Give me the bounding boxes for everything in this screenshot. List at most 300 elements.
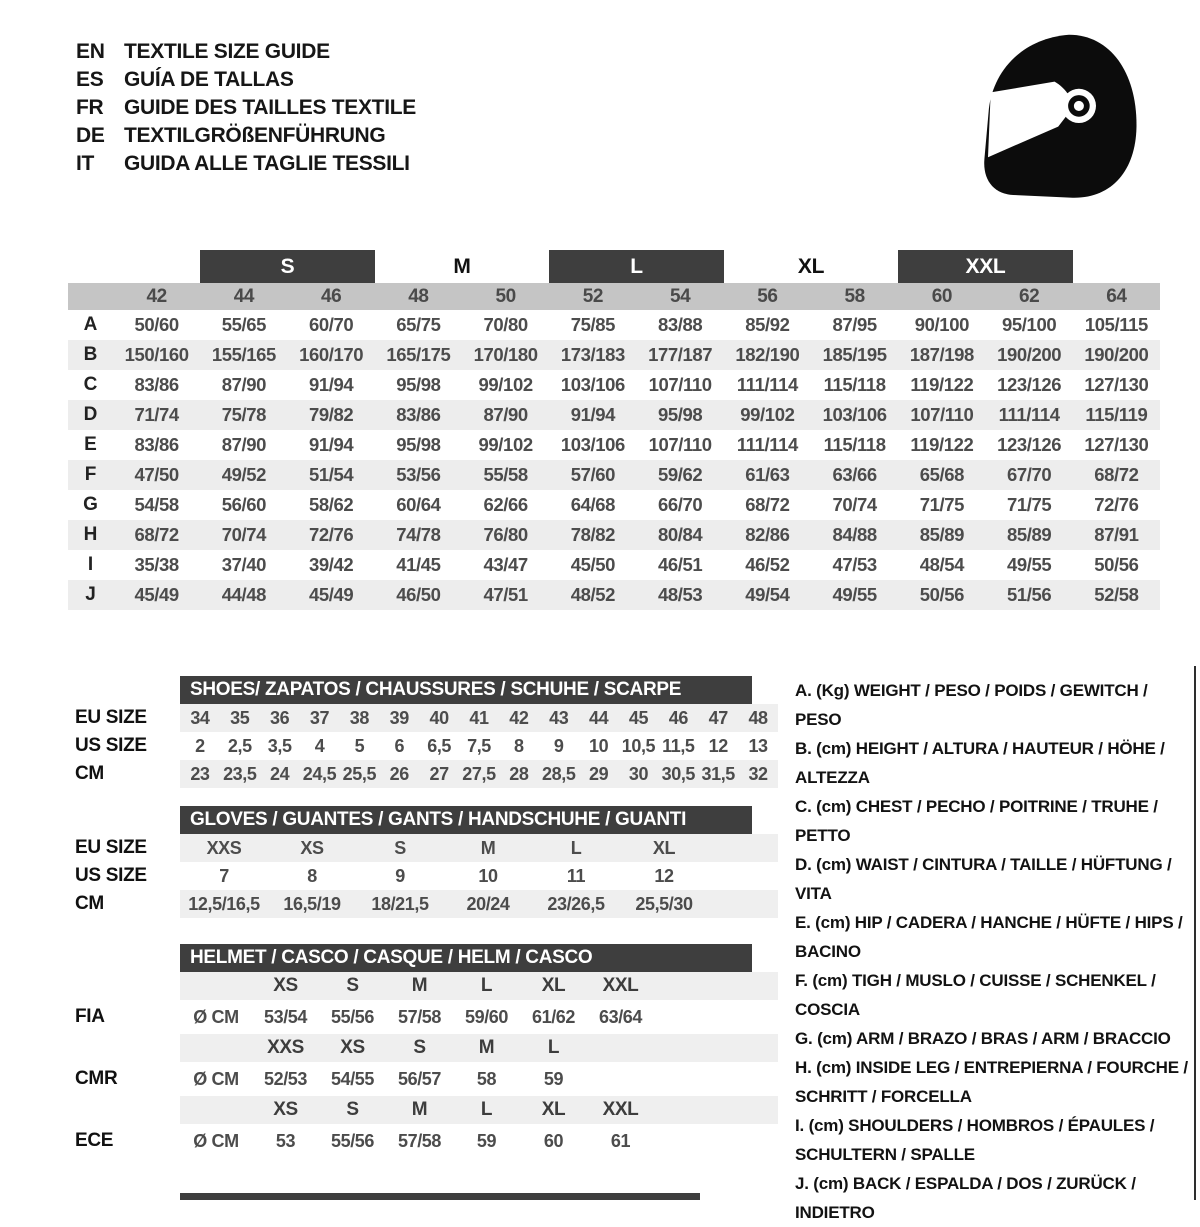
size-value-cell: 62/66: [483, 494, 528, 515]
size-value-cell: 155/165: [211, 344, 276, 365]
value-cell: 10,5: [621, 735, 656, 756]
value-cell: 42: [509, 707, 529, 728]
size-value-cell: 46/51: [657, 554, 703, 575]
legend-item: H. (cm) INSIDE LEG / ENTREPIERNA / FOURCHE / SCHRITT / FORCELLA: [795, 1058, 1188, 1106]
size-value-cell: 50/56: [1094, 554, 1139, 575]
size-value-cell: 115/119: [1085, 404, 1148, 425]
numeric-size-label: 48: [408, 285, 429, 307]
size-value-cell: 41/45: [396, 554, 441, 575]
size-value-cell: 46/52: [745, 554, 790, 575]
value-cell: 11,5: [662, 735, 695, 756]
row-label: US SIZE: [75, 865, 147, 886]
value-cell: 24,5: [302, 763, 337, 784]
value-cell: S: [394, 837, 406, 858]
row-letter: F: [84, 464, 97, 485]
size-value-cell: 90/100: [914, 314, 969, 335]
size-value-cell: 64/68: [570, 494, 616, 515]
lang-title: TEXTILGRÖßENFÜHRUNG: [124, 124, 386, 147]
row-label: EU SIZE: [75, 707, 147, 728]
value-cell: 20/24: [466, 893, 510, 914]
size-group-row: [68, 250, 1160, 283]
numeric-size-label: 56: [757, 285, 778, 307]
racing-helmet-icon: [968, 24, 1152, 204]
helmet-value-cell: 57/58: [397, 1006, 442, 1027]
numeric-size-label: 44: [233, 285, 255, 307]
size-value-cell: 115/118: [823, 434, 886, 455]
size-value-cell: 165/175: [386, 344, 451, 365]
shoes-values: [180, 704, 778, 732]
size-value-cell: 60/64: [396, 494, 441, 515]
gloves-values: [180, 890, 778, 918]
helmet-size-label: XS: [340, 1037, 365, 1058]
value-cell: 7: [219, 865, 229, 886]
size-group-xxl: XXL: [898, 250, 1073, 283]
size-value-cell: 76/80: [483, 524, 528, 545]
value-cell: 13: [748, 735, 768, 756]
size-value-cell: 45/50: [570, 554, 616, 575]
value-cell: 40: [429, 707, 449, 728]
value-cell: 26: [389, 763, 409, 784]
size-value-cell: 50/60: [134, 314, 179, 335]
size-value-cell: 95/100: [1002, 314, 1057, 335]
measure-row-d: [68, 400, 1160, 430]
size-group-xl: XL: [797, 254, 825, 278]
helmet-value-cell: 56/57: [397, 1068, 442, 1089]
numeric-size-label: 50: [495, 285, 516, 307]
numeric-size-label: 58: [844, 285, 865, 307]
legend-item: J. (cm) BACK / ESPALDA / DOS / ZURÜCK / INDIETRO: [795, 1174, 1136, 1222]
helmet-value-cell: 60: [543, 1130, 564, 1151]
measure-row-g: [68, 490, 1160, 520]
value-cell: 47: [708, 707, 728, 728]
value-cell: 30: [628, 763, 649, 784]
lang-code: FR: [76, 96, 104, 119]
measure-row-i: [68, 550, 1160, 580]
helmet-size-label: XL: [541, 975, 566, 996]
helmet-size-label: L: [547, 1037, 560, 1058]
size-value-cell: 70/74: [221, 524, 267, 545]
size-value-cell: 37/40: [221, 554, 267, 575]
helmet-size-label: XS: [273, 975, 298, 996]
value-cell: 30,5: [661, 763, 696, 784]
gloves-table: [75, 806, 778, 918]
measure-row-j: [68, 580, 1160, 610]
helmet-rows: [75, 972, 778, 1158]
shoes-table: [75, 676, 778, 788]
numeric-size-label: 64: [1106, 285, 1127, 307]
value-cell: 12: [654, 865, 674, 886]
size-value-cell: 111/114: [736, 434, 798, 455]
size-value-cell: 123/126: [997, 434, 1062, 455]
size-value-cell: 95/98: [396, 434, 441, 455]
helmet-value-cell: 57/58: [397, 1130, 442, 1151]
lang-code: IT: [76, 152, 95, 175]
size-value-cell: 87/95: [832, 314, 877, 335]
size-value-cell: 70/74: [832, 494, 877, 515]
language-title-block: [76, 38, 416, 178]
value-cell: 10: [588, 735, 609, 756]
unit-spacer: [180, 972, 252, 1000]
helmet-size-labels: [180, 1096, 778, 1124]
measure-row-f: [68, 460, 1160, 490]
size-value-cell: 49/55: [832, 584, 877, 605]
shoes-row-us-size: [75, 732, 778, 760]
size-value-cell: 58/62: [308, 494, 354, 515]
size-value-cell: 107/110: [910, 404, 974, 425]
size-value-cell: 48/54: [919, 554, 965, 575]
size-value-cell: 47/51: [483, 584, 528, 605]
size-group-s: S: [200, 250, 375, 283]
size-value-cell: 115/118: [823, 374, 886, 395]
measure-row-b: [68, 340, 1160, 370]
right-edge-line: [1194, 666, 1196, 1200]
size-value-cell: 71/75: [1006, 494, 1052, 515]
gloves-row-eu-size: [75, 834, 778, 862]
size-value-cell: 87/90: [221, 374, 267, 395]
value-cell: XL: [652, 837, 676, 858]
shoes-row-cm: [75, 760, 778, 788]
size-value-cell: 72/76: [308, 524, 354, 545]
lang-title: GUÍA DE TALLAS: [124, 68, 294, 91]
row-letter: D: [83, 404, 98, 425]
row-label: EU SIZE: [75, 837, 147, 858]
unit-spacer: [180, 1096, 252, 1124]
shoes-header-bar: SHOES/ ZAPATOS / CHAUSSURES / SCHUHE / SCARPE: [180, 676, 752, 704]
unit-label: Ø CM: [193, 1130, 239, 1151]
row-label: US SIZE: [75, 735, 147, 756]
size-value-cell: 85/89: [919, 524, 965, 545]
size-value-cell: 45/49: [134, 584, 179, 605]
size-value-cell: 39/42: [308, 554, 354, 575]
helmet-values-row-fia: [75, 1000, 778, 1034]
value-cell: 44: [588, 707, 609, 728]
value-cell: 6,5: [427, 735, 452, 756]
size-value-cell: 50/56: [919, 584, 965, 605]
size-value-cell: 84/88: [832, 524, 877, 545]
value-cell: 18/21,5: [371, 893, 429, 914]
size-value-cell: 119/122: [910, 374, 974, 395]
size-value-cell: 68/72: [134, 524, 179, 545]
helmet-size-label: XXL: [602, 1099, 639, 1120]
size-value-cell: 87/90: [483, 404, 528, 425]
helmet-size-label: XL: [541, 1099, 566, 1120]
title-es: [76, 66, 416, 94]
value-cell: M: [480, 837, 496, 858]
gloves-rows: [75, 834, 778, 918]
helmet-value-cell: [587, 1062, 654, 1096]
numeric-size-label: 54: [669, 285, 691, 307]
helmet-sizes-row-cmr: [75, 1034, 778, 1062]
size-value-cell: 111/114: [998, 404, 1060, 425]
gloves-header-bar: GLOVES / GUANTES / GANTS / HANDSCHUHE / GUANTI: [180, 806, 752, 834]
row-letter: J: [85, 584, 96, 605]
gloves-values: [180, 862, 778, 890]
size-value-cell: 99/102: [740, 404, 795, 425]
value-cell: 6: [394, 735, 405, 756]
size-value-cell: 82/86: [745, 524, 790, 545]
size-value-cell: 185/195: [822, 344, 887, 365]
value-cell: XXS: [206, 837, 242, 858]
row-letter: I: [87, 554, 94, 575]
size-value-cell: 187/198: [909, 344, 974, 365]
size-value-cell: 119/122: [910, 434, 974, 455]
row-letter: A: [83, 314, 98, 335]
title-it: [76, 150, 416, 178]
size-value-cell: 63/66: [832, 464, 877, 485]
size-value-cell: 68/72: [1094, 464, 1139, 485]
lang-code: ES: [76, 68, 104, 91]
measure-row-c: [68, 370, 1160, 400]
helmet-size-label: [587, 1034, 654, 1062]
legend-item: G. (cm) ARM / BRAZO / BRAS / ARM / BRACCIO: [795, 1029, 1171, 1048]
value-cell: 39: [389, 707, 409, 728]
size-value-cell: 79/82: [308, 404, 354, 425]
size-value-cell: 87/90: [221, 434, 267, 455]
row-letter: B: [83, 344, 98, 365]
helmet-size-label: L: [480, 975, 493, 996]
helmet-value-cell: 59/60: [464, 1006, 509, 1027]
row-label: CM: [75, 893, 104, 914]
helmet-size-label: XS: [273, 1099, 298, 1120]
legend-item: C. (cm) CHEST / PECHO / POITRINE / TRUHE / PETTO: [795, 797, 1158, 845]
value-cell: 16,5/19: [283, 893, 341, 914]
size-value-cell: 54/58: [134, 494, 179, 515]
value-cell: 3,5: [267, 735, 292, 756]
measure-row-e: [68, 430, 1160, 460]
size-value-cell: 51/54: [308, 464, 354, 485]
value-cell: 23,5: [223, 763, 257, 784]
value-cell: 43: [549, 707, 569, 728]
standard-label: CMR: [75, 1068, 118, 1089]
value-cell: 41: [469, 707, 489, 728]
size-value-cell: 190/200: [1084, 344, 1149, 365]
helmet-value-cell: 54/55: [330, 1068, 375, 1089]
size-value-cell: 87/91: [1094, 524, 1139, 545]
legend-item: I. (cm) SHOULDERS / HOMBROS / ÉPAULES / SCHULTERN / SPALLE: [795, 1116, 1155, 1164]
row-letter: E: [84, 434, 97, 455]
title-de: [76, 122, 416, 150]
size-value-cell: 49/52: [221, 464, 267, 485]
unit-spacer: [180, 1034, 252, 1062]
size-value-cell: 74/78: [396, 524, 441, 545]
numeric-size-label: 60: [931, 285, 953, 307]
size-value-cell: 56/60: [221, 494, 267, 515]
size-value-cell: 48/52: [570, 584, 616, 605]
value-cell: 12: [708, 735, 728, 756]
size-value-cell: 46/50: [396, 584, 441, 605]
helmet-sizes-row-ece: [75, 1096, 778, 1124]
numeric-band-spacer: [68, 283, 113, 310]
size-value-cell: 83/88: [657, 314, 703, 335]
measure-row-a: [68, 310, 1160, 340]
gloves-row-cm: [75, 890, 778, 918]
size-value-cell: 59/62: [657, 464, 703, 485]
size-value-cell: 107/110: [648, 434, 712, 455]
value-cell: XS: [300, 837, 324, 858]
size-value-cell: 47/53: [832, 554, 877, 575]
size-value-cell: 67/70: [1006, 464, 1052, 485]
size-value-cell: 60/70: [308, 314, 354, 335]
size-value-cell: 95/98: [396, 374, 441, 395]
row-label: CM: [75, 763, 104, 784]
racing-helmet-svg: [968, 24, 1152, 204]
size-value-cell: 35/38: [134, 554, 179, 575]
size-value-cell: 53/56: [396, 464, 441, 485]
helmet-value-cell: 61: [610, 1130, 631, 1151]
value-cell: 4: [314, 735, 325, 756]
helmet-header-bar: HELMET / CASCO / CASQUE / HELM / CASCO: [180, 944, 752, 972]
size-value-cell: 70/80: [483, 314, 528, 335]
size-value-cell: 103/106: [560, 374, 625, 395]
value-cell: 48: [748, 707, 768, 728]
measure-row-h: [68, 520, 1160, 550]
numeric-size-band: [68, 283, 1160, 310]
value-cell: 46: [668, 707, 688, 728]
size-value-cell: 43/47: [483, 554, 528, 575]
value-cell: 32: [748, 763, 768, 784]
value-cell: 29: [588, 763, 609, 784]
size-value-cell: 170/180: [473, 344, 538, 365]
value-cell: 12,5/16,5: [188, 893, 260, 914]
size-value-cell: 83/86: [396, 404, 441, 425]
helmet-size-label: XXS: [267, 1037, 304, 1058]
value-cell: 10: [478, 865, 498, 886]
size-group-m: M: [453, 254, 471, 278]
helmet-sizes-row-fia: [75, 972, 778, 1000]
row-letter: C: [83, 374, 98, 395]
bottom-cropped-bar: [180, 1193, 700, 1200]
size-value-cell: 160/170: [299, 344, 364, 365]
helmet-value-cell: 59: [476, 1130, 497, 1151]
size-value-cell: 105/115: [1084, 314, 1148, 335]
size-value-cell: 150/160: [124, 344, 189, 365]
size-value-cell: 91/94: [308, 434, 354, 455]
value-cell: 38: [349, 707, 369, 728]
value-cell: 27,5: [462, 763, 496, 784]
lang-code: EN: [76, 40, 105, 63]
helmet-size-label: XXL: [602, 975, 639, 996]
helmet-size-label: M: [411, 1099, 428, 1120]
standard-label: FIA: [75, 1006, 105, 1027]
size-value-cell: 190/200: [997, 344, 1062, 365]
size-value-cell: 99/102: [478, 374, 533, 395]
helmet-value-cell: 59: [543, 1068, 564, 1089]
helmet-value-cell: 52/53: [263, 1068, 308, 1089]
unit-label: Ø CM: [193, 1006, 239, 1027]
size-value-cell: 91/94: [308, 374, 354, 395]
helmet-value-cell: 55/56: [330, 1130, 375, 1151]
row-letter: G: [83, 494, 98, 515]
helmet-size-labels: [180, 1034, 778, 1062]
size-value-cell: 55/58: [483, 464, 528, 485]
numeric-size-label: 42: [146, 285, 167, 307]
lang-title: GUIDE DES TAILLES TEXTILE: [124, 96, 416, 119]
size-value-cell: 83/86: [134, 374, 179, 395]
helmet-value-cell: 63/64: [598, 1006, 643, 1027]
numeric-size-label: 52: [582, 285, 604, 307]
shoes-row-eu-size: [75, 704, 778, 732]
size-value-cell: 65/68: [919, 464, 965, 485]
helmet-values-row-ece: [75, 1124, 778, 1158]
size-value-cell: 48/53: [657, 584, 703, 605]
lang-code: DE: [76, 124, 105, 147]
size-value-cell: 78/82: [570, 524, 616, 545]
size-value-cell: 66/70: [657, 494, 703, 515]
value-cell: 25,5/30: [635, 893, 693, 914]
value-cell: L: [570, 837, 582, 858]
value-cell: 23: [190, 763, 210, 784]
shoes-rows: [75, 704, 778, 788]
helmet-value-cell: 58: [476, 1068, 497, 1089]
value-cell: 28,5: [542, 763, 576, 784]
measurement-legend: [795, 676, 1193, 1227]
value-cell: 35: [230, 707, 250, 728]
shoes-values: [180, 732, 778, 760]
size-value-cell: 123/126: [997, 374, 1062, 395]
size-value-cell: 49/54: [745, 584, 790, 605]
size-value-cell: 71/75: [919, 494, 965, 515]
helmet-size-label: S: [346, 1099, 359, 1120]
size-value-cell: 52/58: [1094, 584, 1139, 605]
helmet-size-label: S: [346, 975, 359, 996]
helmet-size-label: L: [480, 1099, 493, 1120]
legend-item: F. (cm) TIGH / MUSLO / CUISSE / SCHENKEL / COSCIA: [795, 971, 1156, 1019]
size-value-cell: 47/50: [134, 464, 179, 485]
helmet-size-labels: [180, 972, 778, 1000]
value-cell: 36: [270, 707, 290, 728]
size-value-cell: 49/55: [1006, 554, 1052, 575]
value-cell: 27: [429, 763, 449, 784]
value-cell: 31,5: [701, 763, 735, 784]
title-fr: [76, 94, 416, 122]
row-label: [75, 1096, 180, 1124]
size-value-cell: 55/65: [221, 314, 267, 335]
unit-label: Ø CM: [193, 1068, 239, 1089]
size-value-cell: 173/183: [560, 344, 625, 365]
gloves-values: [180, 834, 778, 862]
value-cell: 2,5: [227, 735, 252, 756]
legend-item: D. (cm) WAIST / CINTURA / TAILLE / HÜFTUNG / VITA: [795, 855, 1172, 903]
main-size-table: [68, 250, 1160, 610]
helmet-size-label: M: [478, 1037, 495, 1058]
title-en: [76, 38, 416, 66]
size-value-cell: 182/190: [735, 344, 800, 365]
legend-item: B. (cm) HEIGHT / ALTURA / HAUTEUR / HÖHE / ALTEZZA: [795, 739, 1165, 787]
size-value-cell: 75/85: [570, 314, 616, 335]
helmet-size-label: M: [411, 975, 428, 996]
size-value-cell: 57/60: [570, 464, 616, 485]
gloves-row-us-size: [75, 862, 778, 890]
value-cell: 11: [566, 865, 586, 886]
size-value-cell: 71/74: [134, 404, 179, 425]
value-cell: 8: [514, 735, 524, 756]
size-value-cell: 85/92: [745, 314, 790, 335]
size-value-cell: 103/106: [822, 404, 887, 425]
numeric-size-label: 62: [1018, 285, 1040, 307]
value-cell: 45: [628, 707, 649, 728]
measure-rows: [68, 310, 1160, 610]
size-value-cell: 44/48: [221, 584, 267, 605]
legend-item: A. (Kg) WEIGHT / PESO / POIDS / GEWITCH / PESO: [795, 681, 1148, 729]
helmet-values-row-cmr: [75, 1062, 778, 1096]
helmet-values: [180, 1124, 778, 1158]
size-value-cell: 83/86: [134, 434, 179, 455]
size-value-cell: 95/98: [657, 404, 703, 425]
size-value-cell: 45/49: [308, 584, 354, 605]
helmet-values: [180, 1062, 778, 1096]
value-cell: 25,5: [342, 763, 377, 784]
size-value-cell: 85/89: [1006, 524, 1052, 545]
